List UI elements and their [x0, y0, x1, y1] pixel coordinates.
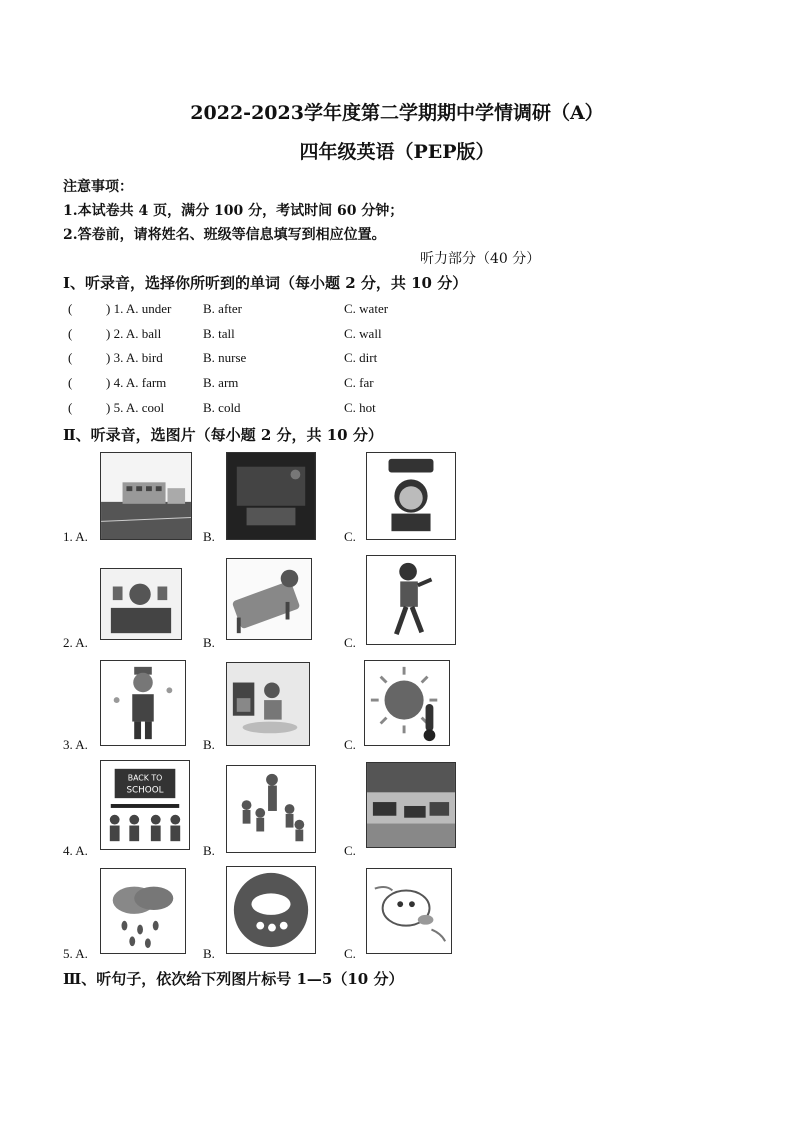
question-1-a: ) 1. A. under [106, 301, 172, 316]
picture-boy-in-bed [100, 568, 182, 640]
row2-label-c: C. [344, 635, 356, 650]
row5-label-c: C. [344, 946, 356, 961]
question-1-c: C. water [344, 301, 389, 316]
picture-snow-cloud [226, 866, 316, 954]
exam-title: 2022-2023学年度第二学期期中学情调研（A） [190, 102, 604, 124]
question-5-b: B. cold [203, 400, 241, 415]
notes-item-2: 2.答卷前，请将姓名、班级等信息填写到相应位置。 [63, 227, 386, 243]
answer-paren: ( [68, 301, 73, 316]
row1-label-a: 1. A. [63, 529, 88, 544]
picture-restaurant-interior [366, 762, 456, 848]
question-3-b: B. nurse [203, 350, 247, 365]
row3-label-a: 3. A. [63, 737, 88, 752]
question-2-b: B. tall [203, 326, 235, 341]
picture-girl-with-sign [366, 452, 456, 540]
picture-sun-thermometer [364, 660, 450, 746]
picture-school-building [100, 452, 192, 540]
row5-label-a: 5. A. [63, 946, 88, 961]
question-2-a: ) 2. A. ball [106, 326, 162, 341]
question-5-a: ) 5. A. cool [106, 400, 165, 415]
picture-girl-walking [366, 555, 456, 645]
picture-back-to-school [100, 760, 190, 850]
picture-kids-playing [226, 765, 316, 853]
picture-cold-boy [100, 660, 186, 746]
row2-label-a: 2. A. [63, 635, 88, 650]
exam-subtitle: 四年级英语（PEP版） [299, 141, 495, 163]
question-2-c: C. wall [344, 326, 382, 341]
section2-heading: Ⅱ、听录音，选图片（每小题 2 分，共 10 分） [63, 426, 383, 444]
row4-label-c: C. [344, 843, 356, 858]
question-4-a: ) 4. A. farm [106, 375, 167, 390]
question-3-c: C. dirt [344, 350, 378, 365]
row1-label-c: C. [344, 529, 356, 544]
question-1-b: B. after [203, 301, 242, 316]
picture-girl-by-fireplace [226, 662, 310, 746]
notes-item-1: 1.本试卷共 4 页，满分 100 分，考试时间 60 分钟； [63, 203, 404, 219]
question-3-a: ) 3. A. bird [106, 350, 163, 365]
row3-label-c: C. [344, 737, 356, 752]
question-5-c: C. hot [344, 400, 376, 415]
section1-heading: Ⅰ、听录音，选择你所听到的单词（每小题 2 分，共 10 分） [63, 274, 468, 292]
row2-label-b: B. [203, 635, 215, 650]
answer-paren: ( [68, 350, 73, 365]
section3-heading: Ⅲ、听句子，依次给下列图片标号 1—5（10 分） [63, 970, 404, 988]
row1-label-b: B. [203, 529, 215, 544]
picture-dark-room [226, 452, 316, 540]
picture-rain-cloud [100, 868, 186, 954]
answer-paren: ( [68, 375, 73, 390]
row5-label-b: B. [203, 946, 215, 961]
picture-child-sleeping [226, 558, 312, 640]
listening-part-label: 听力部分（40 分） [420, 251, 541, 267]
notes-heading: 注意事项： [63, 179, 133, 195]
answer-paren: ( [68, 400, 73, 415]
answer-paren: ( [68, 326, 73, 341]
board-text-line2: SCHOOL [126, 785, 164, 796]
row3-label-b: B. [203, 737, 215, 752]
board-text-line1: BACK TO [127, 773, 163, 783]
row4-label-a: 4. A. [63, 843, 88, 858]
picture-wind-cloud [366, 868, 452, 954]
question-4-b: B. arm [203, 375, 239, 390]
question-4-c: C. far [344, 375, 374, 390]
row4-label-b: B. [203, 843, 215, 858]
